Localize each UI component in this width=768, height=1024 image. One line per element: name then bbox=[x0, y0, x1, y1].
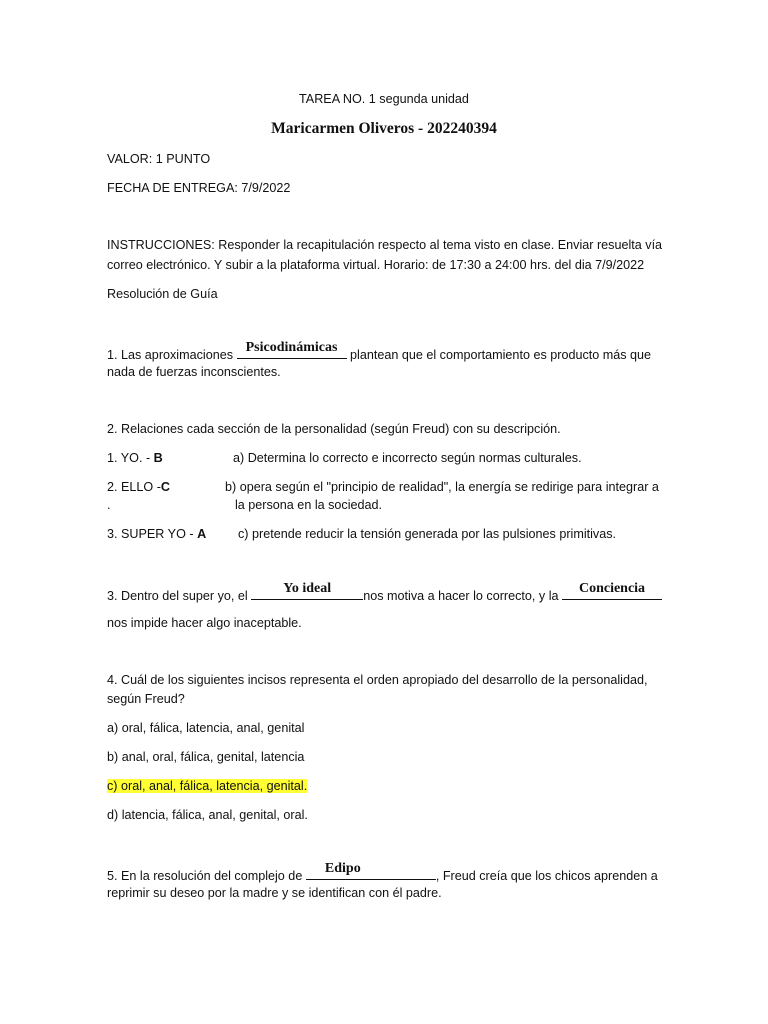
q5-answer-blank bbox=[306, 861, 436, 880]
q4-option-d: d) latencia, fálica, anal, genital, oral. bbox=[107, 808, 308, 822]
q2-r1-desc: a) Determina lo correcto e incorrecto según normas culturales. bbox=[233, 451, 582, 465]
q4-prompt-1: 4. Cuál de los siguientes incisos representa el orden apropiado del desarrollo de la personalidad, bbox=[107, 673, 648, 687]
q2-r2-dot: . bbox=[107, 498, 111, 512]
q2-prompt: 2. Relaciones cada sección de la personalidad (según Freud) con su descripción. bbox=[107, 422, 561, 436]
q2-r1-answer: B bbox=[153, 451, 163, 465]
q3-pre: 3. Dentro del super yo, el bbox=[107, 589, 252, 603]
document-title: TAREA NO. 1 segunda unidad bbox=[299, 92, 469, 106]
q2-r2-desc: b) opera según el "principio de realidad", la energía se redirige para integrar a bbox=[225, 480, 659, 494]
q2-row-1 bbox=[107, 450, 163, 466]
q3-mid: nos motiva a hacer lo correcto, y la bbox=[363, 589, 563, 603]
q1-post: plantean que el comportamiento es producto más que bbox=[346, 348, 652, 362]
q1-answer: Psicodinámicas bbox=[245, 340, 338, 355]
q3-answer-1-blank bbox=[251, 581, 363, 600]
q3-answer-2: Conciencia bbox=[578, 581, 646, 596]
q4-option-c-highlighted: c) oral, anal, fálica, latencia, genital. bbox=[107, 779, 308, 793]
question-1 bbox=[107, 340, 652, 363]
q2-r2-answer: C bbox=[160, 480, 171, 494]
q4-option-b: b) anal, oral, fálica, genital, latencia bbox=[107, 750, 305, 764]
q2-r3-desc: c) pretende reducir la tensión generada por las pulsiones primitivas. bbox=[238, 527, 617, 541]
author-name: Maricarmen Oliveros - 202240394 bbox=[271, 120, 497, 137]
q5-pre: 5. En la resolución del complejo de bbox=[107, 869, 306, 883]
q4-prompt-2: según Freud? bbox=[107, 692, 185, 706]
instructions-line-2: correo electrónico. Y subir a la plataforma virtual. Horario: de 17:30 a 24:00 hrs. del dia 7/9/2022 bbox=[107, 258, 645, 272]
q1-line-2: nada de fuerzas inconscientes. bbox=[107, 365, 281, 379]
q4-option-a: a) oral, fálica, latencia, anal, genital bbox=[107, 721, 305, 735]
q2-r2-label: 2. ELLO - bbox=[107, 480, 161, 494]
q2-row-3 bbox=[107, 526, 206, 542]
q5-post: , Freud creía que los chicos aprenden a bbox=[435, 869, 658, 883]
q1-pre: 1. Las aproximaciones bbox=[107, 348, 237, 362]
q5-answer: Edipo bbox=[324, 861, 361, 876]
q1-answer-blank bbox=[237, 340, 347, 359]
valor-text: VALOR: 1 PUNTO bbox=[107, 152, 211, 166]
q2-r3-label: 3. SUPER YO - bbox=[107, 527, 198, 541]
q2-r2-desc-2: la persona en la sociedad. bbox=[235, 498, 383, 512]
question-3 bbox=[107, 581, 662, 604]
question-5 bbox=[107, 861, 658, 884]
instructions-line-1: INSTRUCCIONES: Responder la recapitulación respecto al tema visto en clase. Enviar resuelta vía bbox=[107, 238, 663, 252]
q4-option-c bbox=[107, 778, 307, 794]
q3-line-2: nos impide hacer algo inaceptable. bbox=[107, 616, 302, 630]
q3-answer-1: Yo ideal bbox=[283, 581, 332, 596]
q5-line-2: reprimir su deseo por la madre y se identifican con él padre. bbox=[107, 886, 442, 900]
q2-row-2 bbox=[107, 479, 170, 495]
guide-title: Resolución de Guía bbox=[107, 287, 218, 301]
fecha-text: FECHA DE ENTREGA: 7/9/2022 bbox=[107, 181, 291, 195]
q2-r3-answer: A bbox=[197, 527, 207, 541]
q3-answer-2-blank bbox=[562, 581, 662, 600]
q2-r1-label: 1. YO. - bbox=[107, 451, 154, 465]
